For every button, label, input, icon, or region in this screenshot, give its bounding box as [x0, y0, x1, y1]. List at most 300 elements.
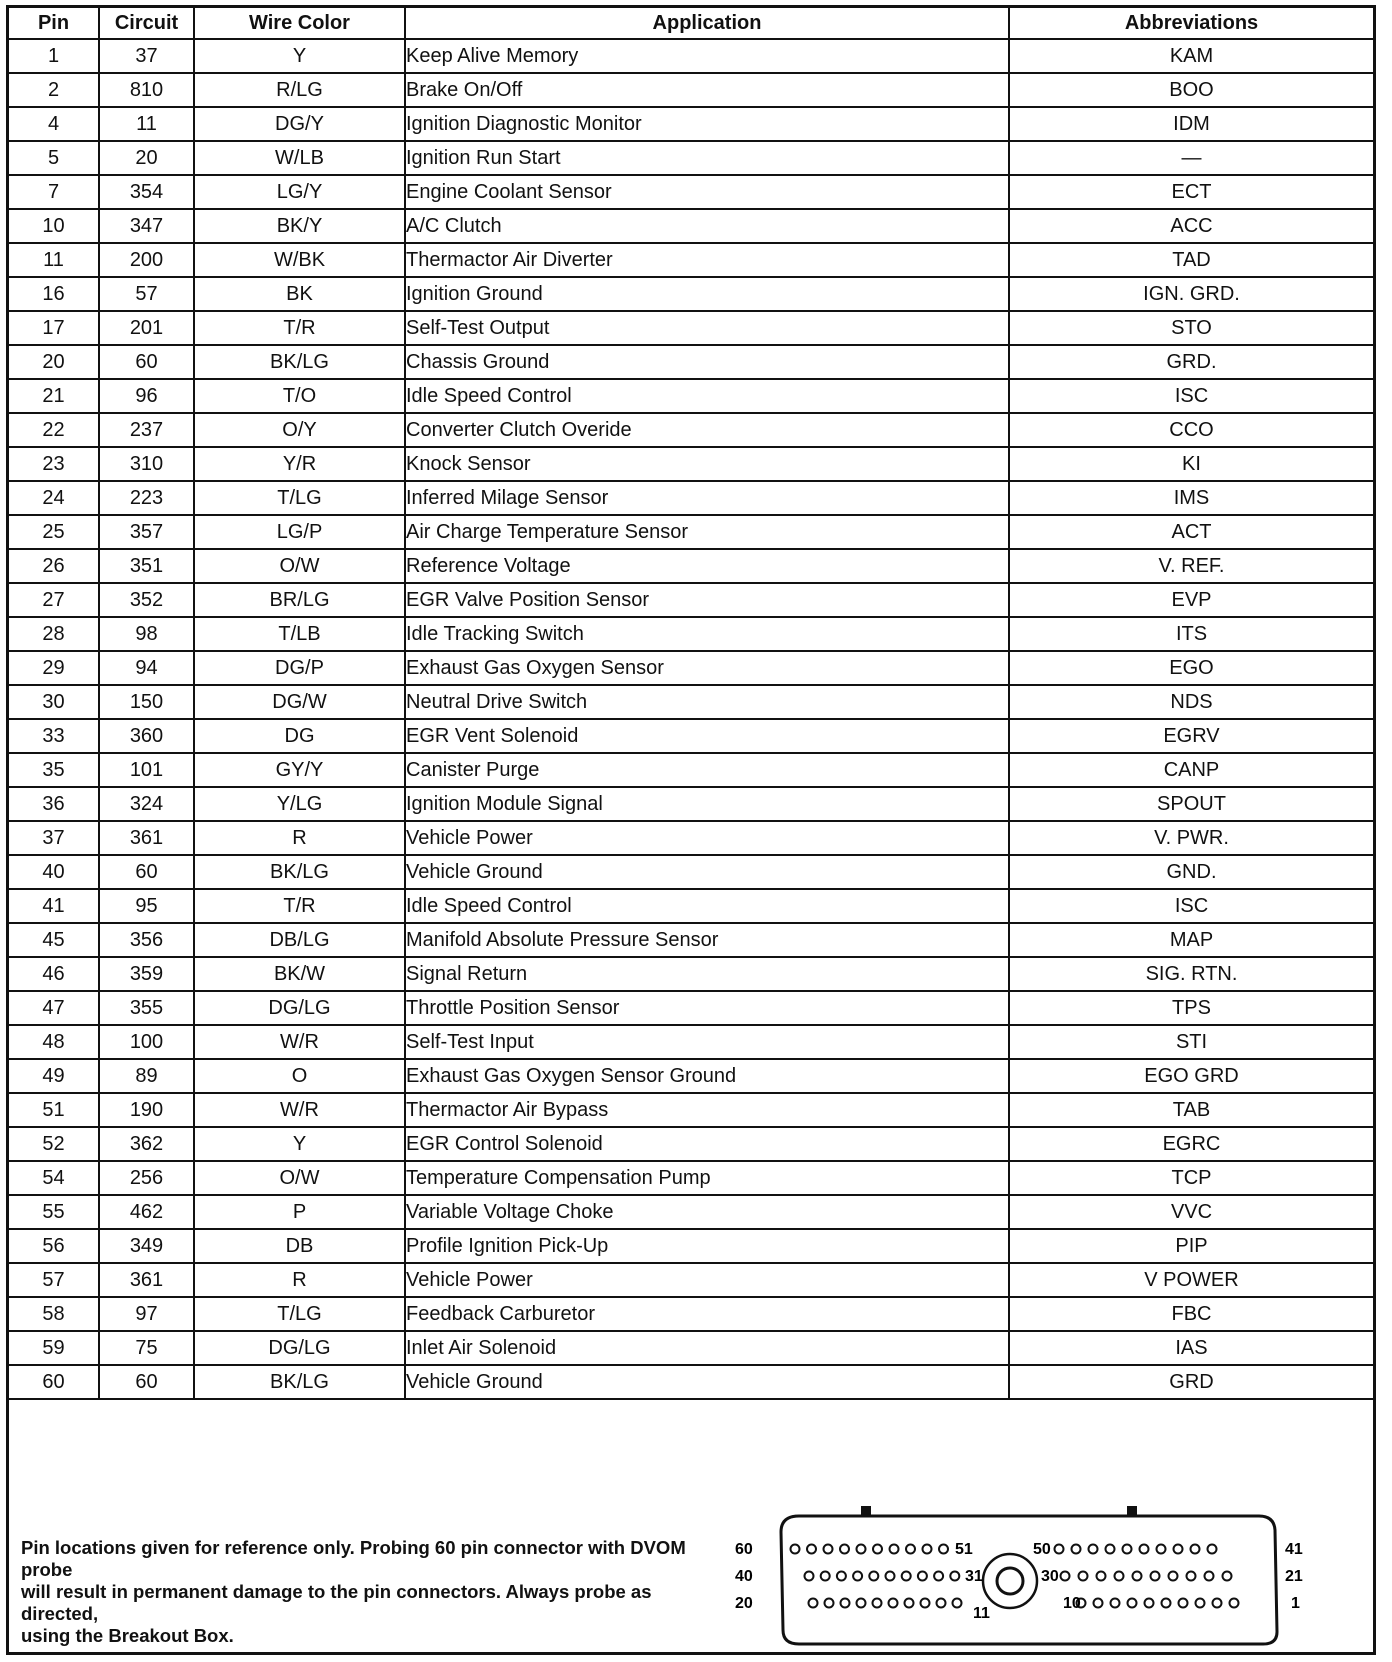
wire-color-cell: BK/W [194, 957, 405, 991]
connector-pin [807, 1545, 816, 1554]
application-cell: Profile Ignition Pick-Up [405, 1229, 1009, 1263]
circuit-cell: 361 [99, 1263, 194, 1297]
label-10: 10 [1063, 1595, 1081, 1612]
pin-cell: 48 [9, 1025, 99, 1059]
pin-cell: 58 [9, 1297, 99, 1331]
wire-color-cell: T/LB [194, 617, 405, 651]
table-row [9, 1229, 1373, 1263]
pin-cell: 56 [9, 1229, 99, 1263]
pin-cell: 41 [9, 889, 99, 923]
table-header-row [9, 8, 1373, 39]
pin-cell: 10 [9, 209, 99, 243]
abbreviation-cell: KAM [1009, 39, 1373, 73]
wire-color-cell: BK/Y [194, 209, 405, 243]
wire-color-cell: GY/Y [194, 753, 405, 787]
wire-color-cell: T/R [194, 889, 405, 923]
pin-cell: 23 [9, 447, 99, 481]
table-row [9, 821, 1373, 855]
application-cell: Feedback Carburetor [405, 1297, 1009, 1331]
abbreviation-cell: PIP [1009, 1229, 1373, 1263]
abbreviation-cell: VVC [1009, 1195, 1373, 1229]
table-row [9, 311, 1373, 345]
wire-color-cell: BK/LG [194, 1365, 405, 1399]
application-cell: Idle Speed Control [405, 379, 1009, 413]
pin-cell: 45 [9, 923, 99, 957]
pin-cell: 59 [9, 1331, 99, 1365]
application-cell: Keep Alive Memory [405, 39, 1009, 73]
pin-cell: 29 [9, 651, 99, 685]
application-cell: Thermactor Air Bypass [405, 1093, 1009, 1127]
table-row [9, 889, 1373, 923]
connector-pin [1162, 1599, 1171, 1608]
pin-cell: 52 [9, 1127, 99, 1161]
circuit-cell: 351 [99, 549, 194, 583]
table-row [9, 39, 1373, 73]
wire-color-cell: Y/R [194, 447, 405, 481]
connector-pin [1097, 1572, 1106, 1581]
table-row [9, 175, 1373, 209]
abbreviation-cell: TAB [1009, 1093, 1373, 1127]
wire-color-cell: DG/W [194, 685, 405, 719]
table-row [9, 1127, 1373, 1161]
circuit-cell: 237 [99, 413, 194, 447]
abbreviation-cell: ACT [1009, 515, 1373, 549]
center-bolt-inner [997, 1568, 1023, 1594]
connector-pin [805, 1572, 814, 1581]
connector-pin [889, 1599, 898, 1608]
pin-cell: 36 [9, 787, 99, 821]
label-40: 40 [735, 1568, 753, 1585]
connector-pin [857, 1599, 866, 1608]
abbreviation-cell: STI [1009, 1025, 1373, 1059]
wire-color-cell: BR/LG [194, 583, 405, 617]
circuit-cell: 356 [99, 923, 194, 957]
center-bolt-outer [983, 1554, 1037, 1608]
table-row [9, 1059, 1373, 1093]
abbreviation-cell: FBC [1009, 1297, 1373, 1331]
abbreviation-cell: EGO [1009, 651, 1373, 685]
application-cell: Brake On/Off [405, 73, 1009, 107]
label-31: 31 [965, 1568, 983, 1585]
circuit-cell: 190 [99, 1093, 194, 1127]
abbreviation-cell: IMS [1009, 481, 1373, 515]
table-row [9, 583, 1373, 617]
connector-pin [937, 1599, 946, 1608]
table-row [9, 923, 1373, 957]
application-cell: Ignition Run Start [405, 141, 1009, 175]
connector-pin [1133, 1572, 1142, 1581]
connector-pin [1106, 1545, 1115, 1554]
abbreviation-cell: EGRV [1009, 719, 1373, 753]
application-cell: Reference Voltage [405, 549, 1009, 583]
pin-cell: 2 [9, 73, 99, 107]
abbreviation-cell: TPS [1009, 991, 1373, 1025]
label-20: 20 [735, 1595, 753, 1612]
connector-pin [825, 1599, 834, 1608]
pin-cell: 37 [9, 821, 99, 855]
table-row [9, 447, 1373, 481]
abbreviation-cell: GRD. [1009, 345, 1373, 379]
connector-pin [837, 1572, 846, 1581]
pin-cell: 17 [9, 311, 99, 345]
wire-color-cell: T/O [194, 379, 405, 413]
connector-pin [906, 1545, 915, 1554]
wire-color-cell: O/W [194, 549, 405, 583]
abbreviation-cell: BOO [1009, 73, 1373, 107]
label-30: 30 [1041, 1568, 1059, 1585]
connector-pin [1094, 1599, 1103, 1608]
connector-pin [1223, 1572, 1232, 1581]
circuit-cell: 360 [99, 719, 194, 753]
circuit-cell: 101 [99, 753, 194, 787]
pin-cell: 5 [9, 141, 99, 175]
wire-color-cell: Y [194, 1127, 405, 1161]
connector-pin [1187, 1572, 1196, 1581]
connector-pin [1205, 1572, 1214, 1581]
circuit-cell: 89 [99, 1059, 194, 1093]
wire-color-cell: O/Y [194, 413, 405, 447]
wire-color-cell: BK [194, 277, 405, 311]
wire-color-cell: LG/Y [194, 175, 405, 209]
label-50: 50 [1033, 1541, 1051, 1558]
circuit-cell: 355 [99, 991, 194, 1025]
connector-pin [886, 1572, 895, 1581]
abbreviation-cell: ISC [1009, 889, 1373, 923]
circuit-cell: 98 [99, 617, 194, 651]
table-row [9, 1331, 1373, 1365]
pin-cell: 4 [9, 107, 99, 141]
circuit-cell: 37 [99, 39, 194, 73]
wire-color-cell: DG [194, 719, 405, 753]
circuit-cell: 95 [99, 889, 194, 923]
wire-color-cell: T/R [194, 311, 405, 345]
table-row [9, 73, 1373, 107]
circuit-cell: 361 [99, 821, 194, 855]
circuit-cell: 352 [99, 583, 194, 617]
connector-pin [821, 1572, 830, 1581]
connector-pin [890, 1545, 899, 1554]
table-row [9, 1263, 1373, 1297]
application-cell: Canister Purge [405, 753, 1009, 787]
connector-pin [1061, 1572, 1070, 1581]
table-row [9, 719, 1373, 753]
pin-cell: 49 [9, 1059, 99, 1093]
abbreviation-cell: IDM [1009, 107, 1373, 141]
header-wire-color: Wire Color [194, 8, 405, 39]
pinout-table [9, 8, 1373, 1400]
pinout-sheet [6, 5, 1376, 1655]
abbreviation-cell: SIG. RTN. [1009, 957, 1373, 991]
connector-pin [1213, 1599, 1222, 1608]
connector-pin [1089, 1545, 1098, 1554]
pin-cell: 54 [9, 1161, 99, 1195]
connector-pin [1179, 1599, 1188, 1608]
application-cell: Converter Clutch Overide [405, 413, 1009, 447]
table-row [9, 685, 1373, 719]
connector-pin [840, 1545, 849, 1554]
abbreviation-cell: KI [1009, 447, 1373, 481]
wire-color-cell: W/BK [194, 243, 405, 277]
pin-cell: 11 [9, 243, 99, 277]
label-11: 11 [973, 1605, 990, 1622]
circuit-cell: 201 [99, 311, 194, 345]
connector-pin [1169, 1572, 1178, 1581]
pin-cell: 26 [9, 549, 99, 583]
pin-cell: 33 [9, 719, 99, 753]
circuit-cell: 359 [99, 957, 194, 991]
pin-cell: 28 [9, 617, 99, 651]
connector-pin [841, 1599, 850, 1608]
wire-color-cell: W/LB [194, 141, 405, 175]
pin-cell: 30 [9, 685, 99, 719]
connector-pin [1174, 1545, 1183, 1554]
wire-color-cell: DG/LG [194, 1331, 405, 1365]
circuit-cell: 357 [99, 515, 194, 549]
abbreviation-cell: ACC [1009, 209, 1373, 243]
pin-cell: 1 [9, 39, 99, 73]
abbreviation-cell: V POWER [1009, 1263, 1373, 1297]
abbreviation-cell: V. PWR. [1009, 821, 1373, 855]
warning-note: Pin locations given for reference only. Probing 60 pin connector with DVOM probe will result in permanent damage to the pin connectors. Always probe as directed, using the Breakout Box. [21, 1537, 686, 1646]
abbreviation-cell: TAD [1009, 243, 1373, 277]
table-row [9, 141, 1373, 175]
application-cell: Temperature Compensation Pump [405, 1161, 1009, 1195]
application-cell: EGR Control Solenoid [405, 1127, 1009, 1161]
pin-cell: 46 [9, 957, 99, 991]
connector-pin [1055, 1545, 1064, 1554]
connector-pin [923, 1545, 932, 1554]
abbreviation-cell: GND. [1009, 855, 1373, 889]
application-cell: Vehicle Ground [405, 855, 1009, 889]
circuit-cell: 256 [99, 1161, 194, 1195]
circuit-cell: 310 [99, 447, 194, 481]
label-60: 60 [735, 1541, 753, 1558]
connector-pin [905, 1599, 914, 1608]
table-row [9, 855, 1373, 889]
wire-color-cell: O [194, 1059, 405, 1093]
connector-pin [918, 1572, 927, 1581]
connector-pin [1208, 1545, 1217, 1554]
connector-diagram [735, 1502, 1369, 1652]
latch-tab-right [1127, 1506, 1137, 1516]
label-21: 21 [1285, 1568, 1303, 1585]
application-cell: Self-Test Input [405, 1025, 1009, 1059]
abbreviation-cell: TCP [1009, 1161, 1373, 1195]
application-cell: EGR Vent Solenoid [405, 719, 1009, 753]
table-row [9, 1297, 1373, 1331]
application-cell: Exhaust Gas Oxygen Sensor [405, 651, 1009, 685]
connector-pin [1230, 1599, 1239, 1608]
wire-color-cell: P [194, 1195, 405, 1229]
connector-pin [809, 1599, 818, 1608]
latch-tab-left [861, 1506, 871, 1516]
abbreviation-cell: STO [1009, 311, 1373, 345]
abbreviation-cell: ECT [1009, 175, 1373, 209]
table-row [9, 413, 1373, 447]
connector-pin [953, 1599, 962, 1608]
connector-pin [1111, 1599, 1120, 1608]
connector-svg [735, 1502, 1369, 1652]
abbreviation-cell: ISC [1009, 379, 1373, 413]
connector-pin [824, 1545, 833, 1554]
abbreviation-cell: V. REF. [1009, 549, 1373, 583]
circuit-cell: 11 [99, 107, 194, 141]
application-cell: Variable Voltage Choke [405, 1195, 1009, 1229]
application-cell: Knock Sensor [405, 447, 1009, 481]
connector-pin [853, 1572, 862, 1581]
wire-color-cell: DB [194, 1229, 405, 1263]
pin-cell: 40 [9, 855, 99, 889]
wire-color-cell: DG/Y [194, 107, 405, 141]
circuit-cell: 324 [99, 787, 194, 821]
application-cell: A/C Clutch [405, 209, 1009, 243]
wire-color-cell: R/LG [194, 73, 405, 107]
application-cell: Air Charge Temperature Sensor [405, 515, 1009, 549]
application-cell: Throttle Position Sensor [405, 991, 1009, 1025]
application-cell: Signal Return [405, 957, 1009, 991]
pin-cell: 27 [9, 583, 99, 617]
application-cell: Neutral Drive Switch [405, 685, 1009, 719]
abbreviation-cell: MAP [1009, 923, 1373, 957]
wire-color-cell: O/W [194, 1161, 405, 1195]
application-cell: EGR Valve Position Sensor [405, 583, 1009, 617]
label-41: 41 [1285, 1541, 1303, 1558]
connector-pin [1072, 1545, 1081, 1554]
application-cell: Vehicle Ground [405, 1365, 1009, 1399]
circuit-cell: 97 [99, 1297, 194, 1331]
table-row [9, 1093, 1373, 1127]
application-cell: Idle Tracking Switch [405, 617, 1009, 651]
table-row [9, 515, 1373, 549]
table-row [9, 107, 1373, 141]
application-cell: Chassis Ground [405, 345, 1009, 379]
table-row [9, 753, 1373, 787]
table-row [9, 209, 1373, 243]
connector-pin [1115, 1572, 1124, 1581]
abbreviation-cell: ITS [1009, 617, 1373, 651]
wire-color-cell: DG/P [194, 651, 405, 685]
wire-color-cell: BK/LG [194, 855, 405, 889]
circuit-cell: 200 [99, 243, 194, 277]
circuit-cell: 60 [99, 1365, 194, 1399]
connector-pin [857, 1545, 866, 1554]
pin-cell: 20 [9, 345, 99, 379]
table-row [9, 345, 1373, 379]
circuit-cell: 100 [99, 1025, 194, 1059]
footer [9, 1488, 1373, 1652]
table-row [9, 617, 1373, 651]
wire-color-cell: T/LG [194, 1297, 405, 1331]
abbreviation-cell: IAS [1009, 1331, 1373, 1365]
connector-pin [902, 1572, 911, 1581]
circuit-cell: 57 [99, 277, 194, 311]
pin-cell: 35 [9, 753, 99, 787]
wire-color-cell: R [194, 1263, 405, 1297]
application-cell: Ignition Module Signal [405, 787, 1009, 821]
connector-pin [1145, 1599, 1154, 1608]
connector-pin [934, 1572, 943, 1581]
wire-color-cell: Y/LG [194, 787, 405, 821]
table-body [9, 39, 1373, 1399]
abbreviation-cell: CANP [1009, 753, 1373, 787]
connector-pin [1140, 1545, 1149, 1554]
application-cell: Ignition Ground [405, 277, 1009, 311]
application-cell: Vehicle Power [405, 1263, 1009, 1297]
circuit-cell: 347 [99, 209, 194, 243]
table-row [9, 991, 1373, 1025]
connector-pin [873, 1599, 882, 1608]
pin-cell: 22 [9, 413, 99, 447]
pin-cell: 21 [9, 379, 99, 413]
table-row [9, 1365, 1373, 1399]
application-cell: Manifold Absolute Pressure Sensor [405, 923, 1009, 957]
pin-cell: 16 [9, 277, 99, 311]
pin-cell: 7 [9, 175, 99, 209]
table-row [9, 277, 1373, 311]
connector-pin [791, 1545, 800, 1554]
circuit-cell: 60 [99, 345, 194, 379]
connector-pin [921, 1599, 930, 1608]
abbreviation-cell: — [1009, 141, 1373, 175]
wire-color-cell: BK/LG [194, 345, 405, 379]
table-row [9, 379, 1373, 413]
table-row [9, 1025, 1373, 1059]
application-cell: Vehicle Power [405, 821, 1009, 855]
abbreviation-cell: EGO GRD [1009, 1059, 1373, 1093]
wire-color-cell: Y [194, 39, 405, 73]
pin-cell: 51 [9, 1093, 99, 1127]
connector-pin [1151, 1572, 1160, 1581]
abbreviation-cell: GRD [1009, 1365, 1373, 1399]
wire-color-cell: LG/P [194, 515, 405, 549]
table-row [9, 243, 1373, 277]
header-pin: Pin [9, 8, 99, 39]
circuit-cell: 150 [99, 685, 194, 719]
application-cell: Inferred Milage Sensor [405, 481, 1009, 515]
circuit-cell: 349 [99, 1229, 194, 1263]
application-cell: Exhaust Gas Oxygen Sensor Ground [405, 1059, 1009, 1093]
abbreviation-cell: EVP [1009, 583, 1373, 617]
circuit-cell: 75 [99, 1331, 194, 1365]
circuit-cell: 354 [99, 175, 194, 209]
wire-color-cell: R [194, 821, 405, 855]
label-51: 51 [955, 1541, 973, 1558]
connector-pin [1128, 1599, 1137, 1608]
abbreviation-cell: CCO [1009, 413, 1373, 447]
connector-pin [1196, 1599, 1205, 1608]
wire-color-cell: DB/LG [194, 923, 405, 957]
table-row [9, 1161, 1373, 1195]
connector-pin [950, 1572, 959, 1581]
abbreviation-cell: NDS [1009, 685, 1373, 719]
pin-cell: 47 [9, 991, 99, 1025]
pin-cell: 25 [9, 515, 99, 549]
application-cell: Thermactor Air Diverter [405, 243, 1009, 277]
connector-pin [1123, 1545, 1132, 1554]
abbreviation-cell: IGN. GRD. [1009, 277, 1373, 311]
header-circuit: Circuit [99, 8, 194, 39]
table-row [9, 651, 1373, 685]
connector-pin [869, 1572, 878, 1581]
pin-cell: 55 [9, 1195, 99, 1229]
circuit-cell: 362 [99, 1127, 194, 1161]
pin-cell: 57 [9, 1263, 99, 1297]
connector-pin [1079, 1572, 1088, 1581]
table-row [9, 787, 1373, 821]
abbreviation-cell: SPOUT [1009, 787, 1373, 821]
circuit-cell: 96 [99, 379, 194, 413]
table-row [9, 481, 1373, 515]
